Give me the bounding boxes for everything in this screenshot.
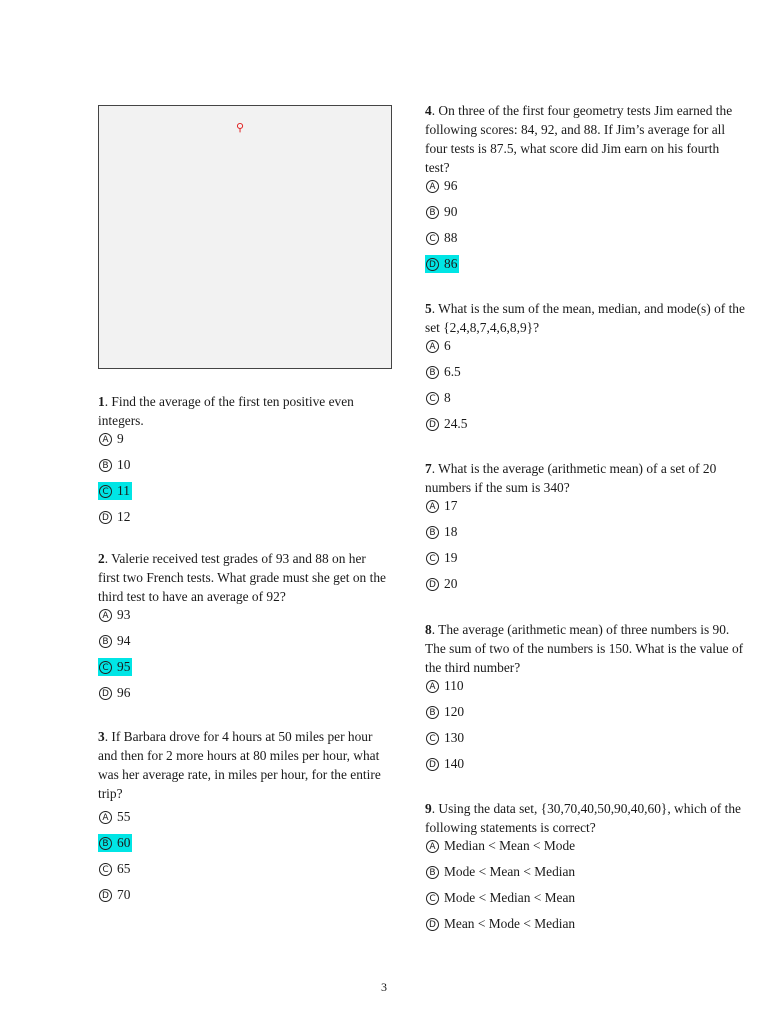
option-letter: B: [99, 459, 112, 472]
option-letter: C: [426, 732, 439, 745]
question-7: [425, 459, 747, 601]
question-text: 7. What is the average (arithmetic mean) of a set of 20 numbers if the sum is 340?: [425, 461, 717, 495]
option-label: 19: [444, 550, 458, 565]
option-letter: C: [426, 552, 439, 565]
option-letter: C: [426, 392, 439, 405]
option-letter: D: [426, 578, 439, 591]
option-label: 93: [117, 607, 131, 622]
option-a[interactable]: [98, 606, 390, 632]
option-label: 94: [117, 633, 131, 648]
option-label: 90: [444, 204, 458, 219]
option-label: 18: [444, 524, 458, 539]
option-letter: B: [426, 526, 439, 539]
option-label: 55: [117, 809, 131, 824]
option-letter: B: [99, 635, 112, 648]
option-c[interactable]: [98, 860, 390, 886]
option-b[interactable]: [425, 363, 747, 389]
question-2: [98, 549, 390, 710]
option-c[interactable]: [98, 658, 390, 684]
option-letter: B: [426, 706, 439, 719]
question-8: [425, 620, 747, 781]
option-c[interactable]: [425, 229, 747, 255]
option-label: 20: [444, 576, 458, 591]
option-label: Mode < Median < Mean: [444, 890, 576, 905]
option-label: 70: [117, 887, 131, 902]
option-d[interactable]: [98, 886, 390, 912]
option-letter: C: [99, 661, 112, 674]
option-letter: B: [426, 366, 439, 379]
option-b[interactable]: [98, 456, 390, 482]
option-label: 17: [444, 498, 458, 513]
option-b[interactable]: [425, 703, 747, 729]
option-letter: D: [426, 758, 439, 771]
option-label: 96: [444, 178, 458, 193]
option-c[interactable]: [425, 729, 747, 755]
option-c[interactable]: [98, 482, 390, 508]
option-c[interactable]: [425, 889, 747, 915]
question-text: 1. Find the average of the first ten positive even integers.: [98, 394, 354, 428]
option-letter: A: [426, 500, 439, 513]
option-b[interactable]: [98, 834, 390, 860]
option-letter: C: [99, 863, 112, 876]
question-text: 8. The average (arithmetic mean) of three numbers is 90. The sum of two of the numbers is 150. What is the value of the third number?: [425, 622, 744, 675]
option-d[interactable]: [425, 255, 747, 281]
option-a[interactable]: [425, 337, 747, 363]
option-b[interactable]: [425, 523, 747, 549]
option-c[interactable]: [425, 549, 747, 575]
option-letter: C: [99, 485, 112, 498]
option-label: 88: [444, 230, 458, 245]
option-label: 24.5: [444, 416, 468, 431]
option-b[interactable]: [425, 863, 747, 889]
option-letter: A: [426, 840, 439, 853]
option-letter: A: [99, 433, 112, 446]
question-text: 5. What is the sum of the mean, median, and mode(s) of the set {2,4,8,7,4,6,8,9}?: [425, 301, 745, 335]
option-letter: D: [426, 418, 439, 431]
option-letter: A: [426, 340, 439, 353]
option-b[interactable]: [425, 203, 747, 229]
option-label: 120: [444, 704, 465, 719]
option-d[interactable]: [425, 415, 747, 441]
option-letter: A: [99, 811, 112, 824]
option-label: Median < Mean < Mode: [444, 838, 576, 853]
option-letter: A: [99, 609, 112, 622]
option-a[interactable]: [425, 837, 747, 863]
option-label: 130: [444, 730, 465, 745]
question-5: [425, 299, 747, 441]
option-label: 65: [117, 861, 131, 876]
option-letter: C: [426, 232, 439, 245]
option-letter: D: [99, 687, 112, 700]
figure-placeholder: [98, 105, 392, 369]
compass-marker-icon: ⚲: [236, 121, 245, 134]
question-text: 3. If Barbara drove for 4 hours at 50 miles per hour and then for 2 more hours at 80 miles per hour, what was her average rate, in miles per hour, for the entire trip?: [98, 729, 381, 801]
option-letter: A: [426, 680, 439, 693]
option-letter: B: [426, 866, 439, 879]
option-label: 12: [117, 509, 131, 524]
option-d[interactable]: [425, 915, 747, 941]
option-label: 10: [117, 457, 131, 472]
option-label: 9: [117, 431, 124, 446]
option-letter: C: [426, 892, 439, 905]
option-letter: B: [426, 206, 439, 219]
option-label: 11: [117, 483, 130, 498]
question-text: 9. Using the data set, {30,70,40,50,90,40,60}, which of the following statements is correct?: [425, 801, 741, 835]
option-label: 95: [117, 659, 131, 674]
option-c[interactable]: [425, 389, 747, 415]
option-letter: D: [99, 889, 112, 902]
page-number: 3: [381, 980, 387, 994]
option-label: 6: [444, 338, 451, 353]
option-label: 110: [444, 678, 464, 693]
option-label: 140: [444, 756, 465, 771]
option-label: Mode < Mean < Median: [444, 864, 576, 879]
option-d[interactable]: [425, 755, 747, 781]
option-label: Mean < Mode < Median: [444, 916, 576, 931]
option-a[interactable]: [425, 677, 747, 703]
option-d[interactable]: [98, 508, 390, 534]
question-4: [425, 101, 747, 281]
option-d[interactable]: [425, 575, 747, 601]
option-label: 60: [117, 835, 131, 850]
question-9: [425, 799, 747, 941]
option-d[interactable]: [98, 684, 390, 710]
option-label: 86: [444, 256, 458, 271]
question-3: [98, 727, 390, 912]
option-label: 96: [117, 685, 131, 700]
question-1: [98, 392, 390, 534]
option-letter: A: [426, 180, 439, 193]
option-letter: B: [99, 837, 112, 850]
option-a[interactable]: [425, 177, 747, 203]
option-a[interactable]: [98, 808, 390, 834]
option-a[interactable]: [425, 497, 747, 523]
question-text: 4. On three of the first four geometry tests Jim earned the following scores: 84, 92, and 88. If Jim’s average for all four tests is 87.5, what score did Jim earn on his fourth test?: [425, 103, 733, 175]
option-letter: D: [99, 511, 112, 524]
option-label: 6.5: [444, 364, 461, 379]
option-a[interactable]: [98, 430, 390, 456]
option-label: 8: [444, 390, 451, 405]
option-letter: D: [426, 258, 439, 271]
question-text: 2. Valerie received test grades of 93 and 88 on her first two French tests. What grade must she get on the third test to have an average of 92?: [98, 551, 386, 604]
option-letter: D: [426, 918, 439, 931]
option-b[interactable]: [98, 632, 390, 658]
